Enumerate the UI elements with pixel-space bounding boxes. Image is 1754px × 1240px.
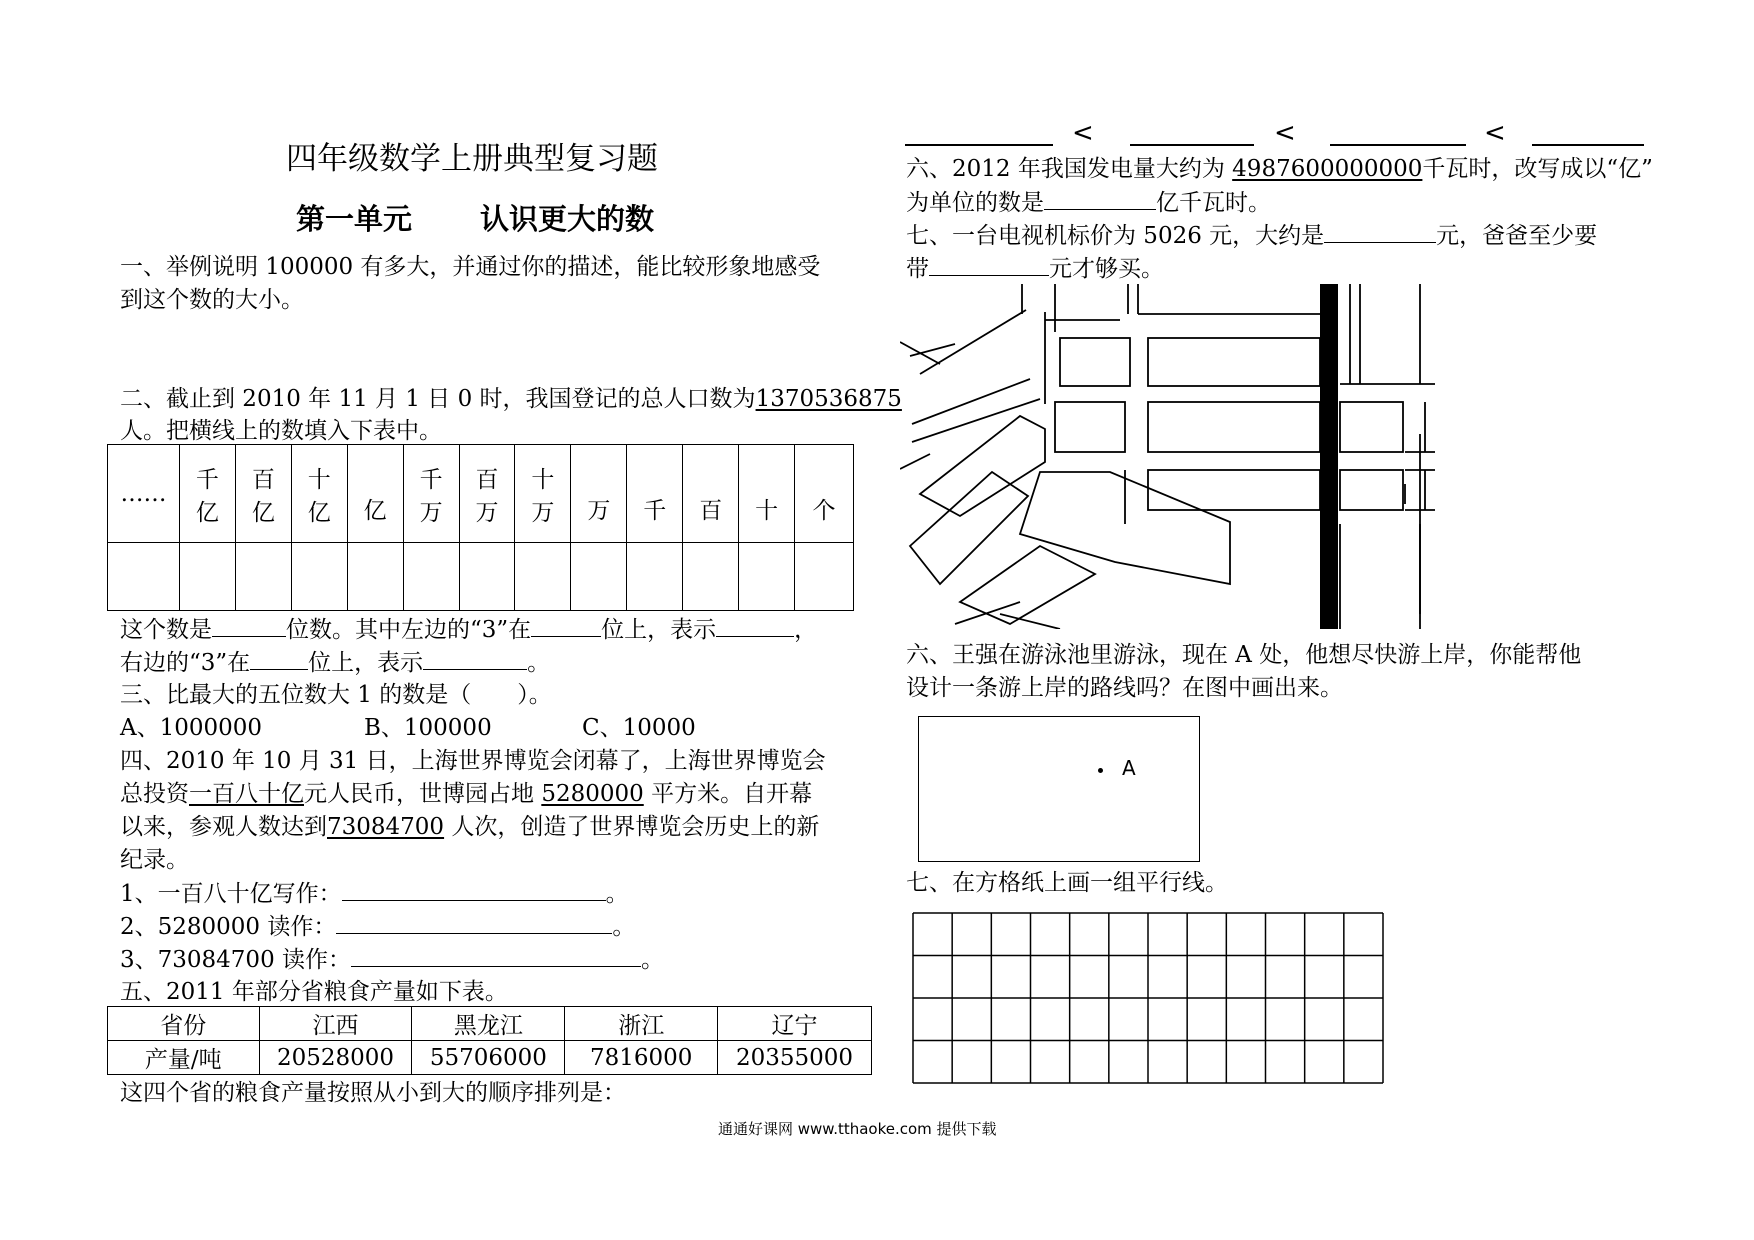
pv-cell[interactable]: [291, 543, 347, 611]
grain-cell: 7816000: [565, 1041, 718, 1075]
pv-header: 万: [571, 445, 627, 543]
left-3-meaning-blank[interactable]: [716, 614, 794, 637]
q6a-line1: 六、2012 年我国发电量大约为 4987600000000千瓦时，改写成以“亿”: [906, 156, 1653, 182]
q4-area: 5280000: [541, 781, 644, 807]
q4-sub2: 2、5280000 读作： 。: [120, 911, 635, 942]
grain-header: 浙江: [565, 1007, 718, 1041]
pv-header: 百 万: [459, 445, 515, 543]
q4-line1: 四、2010 年 10 月 31 日，上海世界博览会闭幕了，上海世界博览会: [120, 748, 826, 774]
grain-header: 江西: [259, 1007, 412, 1041]
q7a-line1: 七、一台电视机标价为 5026 元，大约是 元，爸爸至少要: [906, 220, 1597, 251]
footer-credit: 通通好课网 www.tthaoke.com 提供下载: [718, 1120, 997, 1138]
pv-header: 百: [683, 445, 739, 543]
right-3-meaning-blank[interactable]: [423, 647, 527, 670]
place-value-header-row: [108, 445, 854, 543]
pv-header: 百 亿: [235, 445, 291, 543]
q7a-line2: 带 元才够买。: [906, 253, 1164, 284]
main-road: [1320, 284, 1338, 629]
grain-cell: 55706000: [412, 1041, 565, 1075]
pv-header: ……: [108, 445, 180, 543]
q2-after-line1: 这个数是 位数。其中左边的“3”在 位上，表示 ，: [120, 614, 817, 645]
pv-header: 千 亿: [179, 445, 235, 543]
pv-cell[interactable]: [235, 543, 291, 611]
point-a-dot: [1098, 768, 1103, 773]
swimming-pool[interactable]: [918, 716, 1200, 862]
less-than-sign: <: [1484, 118, 1506, 148]
q2-line1: [120, 384, 902, 414]
q4-sub1: 1、一百八十亿写作： 。: [120, 878, 629, 909]
q7a-estimate-blank[interactable]: [1324, 220, 1436, 243]
sort-blank-3[interactable]: [1330, 144, 1466, 146]
pv-header: 十 万: [515, 445, 571, 543]
pv-cell[interactable]: [403, 543, 459, 611]
grain-cell: 20355000: [718, 1041, 872, 1075]
q3-option-c[interactable]: C、10000: [582, 715, 696, 741]
grid-paper[interactable]: [912, 912, 1392, 1084]
q4-line4: 纪录。: [120, 847, 189, 873]
sort-blank-2[interactable]: [1130, 144, 1254, 146]
pv-cell[interactable]: [627, 543, 683, 611]
q6b-line2: 设计一条游上岸的路线吗？在图中画出来。: [906, 675, 1343, 701]
pv-header: 千: [627, 445, 683, 543]
q4-sub3-answer[interactable]: [351, 944, 641, 967]
pv-header: 十: [739, 445, 795, 543]
grain-value-row: [108, 1041, 872, 1075]
unit-name: 认识更大的数: [480, 202, 655, 236]
q2-line2: 人。把横线上的数填入下表中。: [120, 418, 442, 444]
place-value-table: [107, 444, 854, 611]
pv-cell[interactable]: [459, 543, 515, 611]
q4-sub1-answer[interactable]: [342, 878, 606, 901]
q3-option-a[interactable]: A、1000000: [120, 715, 263, 741]
page-title: 四年级数学上册典型复习题: [286, 141, 658, 177]
unit-title: [296, 197, 654, 238]
pv-cell[interactable]: [515, 543, 571, 611]
grain-header: 辽宁: [718, 1007, 872, 1041]
grain-header: 黑龙江: [412, 1007, 565, 1041]
q4-investment: 一百八十亿: [189, 781, 304, 807]
q6a-answer-blank[interactable]: [1044, 187, 1156, 210]
q2-prefix: 二、截止到 2010 年 11 月 1 日 0 时，我国登记的总人口数为: [120, 386, 756, 412]
q1-line2: 到这个数的大小。: [120, 287, 304, 313]
pv-cell[interactable]: [347, 543, 403, 611]
less-than-sign: <: [1274, 118, 1296, 148]
q5-sort-text: 这四个省的粮食产量按照从小到大的顺序排列是：: [120, 1080, 626, 1106]
pv-cell[interactable]: [571, 543, 627, 611]
q5-intro: 五、2011 年部分省粮食产量如下表。: [120, 979, 508, 1005]
digit-count-blank[interactable]: [212, 614, 286, 637]
grain-table: [107, 1006, 872, 1075]
q7b-text: 七、在方格纸上画一组平行线。: [906, 870, 1228, 896]
pv-header: 十 亿: [291, 445, 347, 543]
q1-line1: 一、举例说明 100000 有多大，并通过你的描述，能比较形象地感受: [120, 254, 821, 280]
place-value-answer-row[interactable]: [108, 543, 854, 611]
street-map: [900, 284, 1500, 629]
unit-number: 第一单元: [296, 202, 413, 236]
pv-cell[interactable]: [739, 543, 795, 611]
q6a-line2: 为单位的数是 亿千瓦时。: [906, 187, 1271, 218]
q4-line3: 以来，参观人数达到73084700 人次，创造了世界博览会历史上的新: [120, 814, 820, 840]
pv-cell[interactable]: [795, 543, 854, 611]
q4-sub2-answer[interactable]: [336, 911, 612, 934]
grain-cell: 产量/吨: [108, 1041, 260, 1075]
pv-header: 个: [795, 445, 854, 543]
pv-header: 亿: [347, 445, 403, 543]
grain-cell: 20528000: [259, 1041, 412, 1075]
point-a-label: A: [1122, 756, 1136, 780]
q2-population-number: 1370536875: [755, 386, 902, 412]
q3-option-b[interactable]: B、100000: [364, 715, 492, 741]
q2-after-line2: 右边的“3”在 位上，表示 。: [120, 647, 550, 678]
q6b-line1: 六、王强在游泳池里游泳，现在 A 处，他想尽快游上岸，你能帮他: [906, 642, 1582, 668]
q4-line2: 总投资一百八十亿元人民币，世博园占地 5280000 平方米。自开幕: [120, 781, 813, 807]
q4-visitors: 73084700: [327, 814, 445, 840]
pv-cell[interactable]: [683, 543, 739, 611]
q7a-amount-blank[interactable]: [929, 253, 1049, 276]
sort-blank-1[interactable]: [905, 144, 1053, 146]
q4-sub3: 3、73084700 读作： 。: [120, 944, 664, 975]
q3-text: 三、比最大的五位数大 1 的数是（ ）。: [120, 682, 552, 708]
left-3-place-blank[interactable]: [531, 614, 601, 637]
pv-header: 千 万: [403, 445, 459, 543]
q6a-power-number: 4987600000000: [1232, 156, 1423, 182]
less-than-sign: <: [1072, 118, 1094, 148]
pv-cell[interactable]: [108, 543, 180, 611]
pv-cell[interactable]: [179, 543, 235, 611]
grain-header: 省份: [108, 1007, 260, 1041]
right-3-place-blank[interactable]: [250, 647, 308, 670]
grain-header-row: [108, 1007, 872, 1041]
sort-blank-4[interactable]: [1532, 144, 1644, 146]
